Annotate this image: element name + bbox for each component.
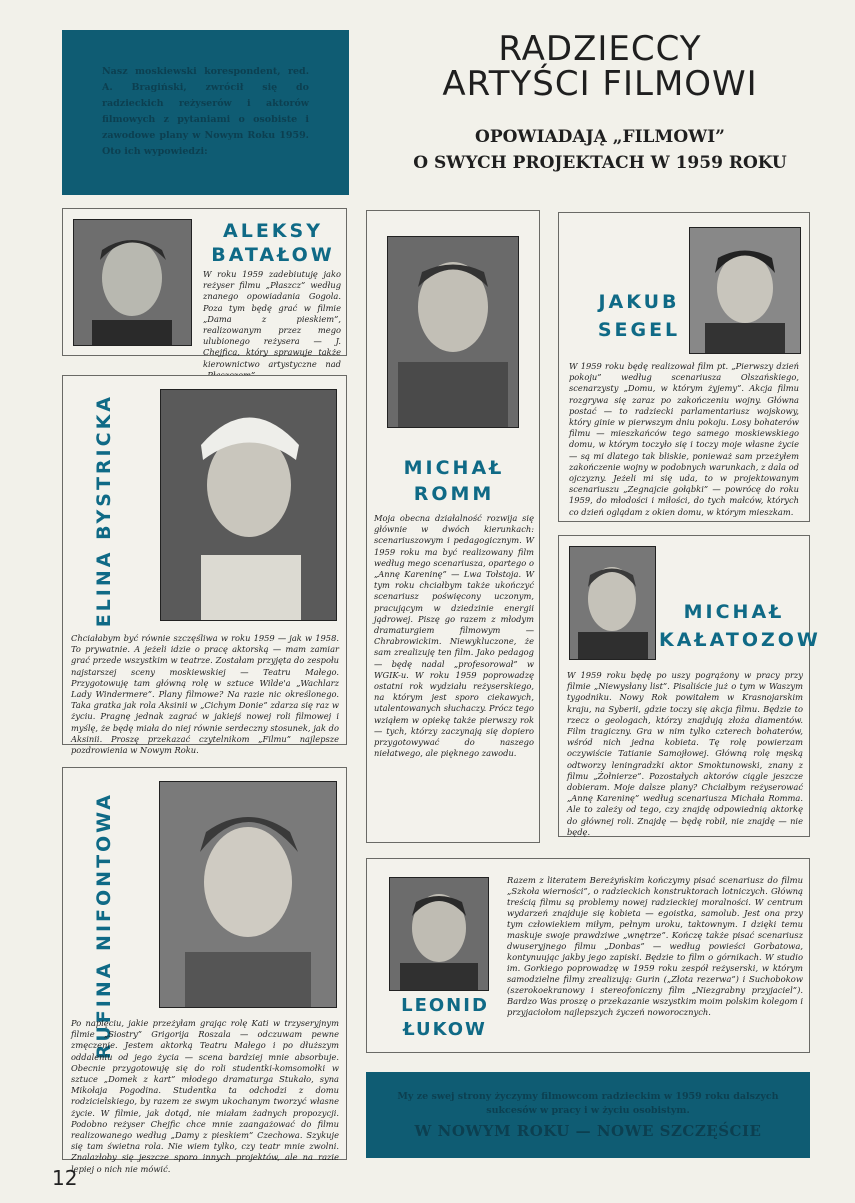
- name-line: LEONID: [401, 995, 489, 1016]
- card-bystricka: [62, 375, 347, 756]
- intro-text: Nasz moskiewski korespondent, red. A. Bragiński, zwrócił się do radzieckich reżyserów i aktorów filmowych z pytaniami o osobiste i zawodowe plany w Nowym Roku 1959. Oto ich wypowiedzi:: [102, 66, 309, 157]
- photo-bystricka: [160, 389, 337, 621]
- name-line: BATAŁOW: [211, 244, 335, 266]
- text-romm: Moja obecna działalność rozwija się głównie w dwóch kierunkach: scenariuszowym i pedagogicznym. W 1959 roku ma być realizowany film według mego scenariusza, opartego o „Annę Kareninę” — Lwa Tołstoja. W tym roku chciałbym także ukończyć scenariusz poświęcony uczonym, pracującym w dziedzinie energii jądrowej. Piszę go razem z młodym dramaturgiem filmowym — Chrabrowickim. Niewykluczone, że sam zrealizuję ten film. Jako pedagog — będę nadal „profesorował” w WGIK-u. W roku 1959 poprowadzę ostatni rok wydziału reżyserskiego, na którym jest sporo ciekawych, utalentowanych słuchaczy. Prócz tego wziąłem w opiekę także pierwszy rok — tych, którzy zaczynają się dopiero przygotowywać do naszego niełatwego, ale pięknego zawodu.: [374, 513, 534, 759]
- name-kalatozow: [659, 598, 821, 654]
- text-lukow: Razem z literatem Bereżyńskim kończymy pisać scenariusz do filmu „Szkoła wierności”, o radzieckich konstruktorach lotniczych. Główną treścią filmu są problemy nowej radzieckiej moralności. W centrum wydarzeń znajduje się kobieta — egoistka, samolub. Jest ona przy tym człowiekiem miłym, pełnym uroku, taktownym. I dzięki temu maskuje swoje prawdziwe „wnętrze”. Kończę także pisać scenariusz dwuseryjnego filmu „Donbas” — według powieści Gorbatowa, kontynuując jakby jego zapiski. Będzie to film o górnikach. W studio im. Gorkiego poprowadzę w 1959 roku zespół reżyserski, w którym samodzielne filmy zrealizują: Gurin („Złota rezerwa”) i Suchobokow (szerokoekranowy i stereofoniczny film „Niezgrabny przyjaciel”). Bardzo Was proszę o przekazanie wszystkim moim polskim kolegom i przyjaciołom najlepszych życzeń noworocznych.: [507, 875, 803, 1017]
- card-lukow: [366, 858, 810, 1053]
- portrait-icon: [390, 878, 488, 990]
- photo-kalatozow: [569, 546, 656, 660]
- card-kalatozow: [558, 535, 821, 837]
- footer-slogan: W NOWYM ROKU — NOWE SZCZĘŚCIE: [414, 1122, 762, 1140]
- name-nifontowa: RUFINA NIFONTOWA: [93, 792, 115, 1060]
- text-batalow: W roku 1959 zadebiutuję jako reżyser filmu „Płaszcz” według znanego opowiadania Gogola. Poza tym będę grać w filmie „Dama z pieskiem”, realizowanym przez mego ulubionego reżysera — J. Chejfica, który sprawuje także kierownictwo artystyczne nad: [203, 269, 341, 369]
- footer-banner: [366, 1072, 810, 1158]
- portrait-icon: [160, 782, 336, 1007]
- name-batalow: [203, 219, 343, 267]
- photo-nifontowa: [159, 781, 337, 1008]
- title-line-1: RADZIECCY: [498, 29, 702, 69]
- name-line: JAKUB: [598, 291, 680, 313]
- name-line: ŁUKOW: [403, 1019, 487, 1040]
- name-line: MICHAŁ: [403, 457, 505, 479]
- photo-lukow: [389, 877, 489, 991]
- card-nifontowa: [62, 767, 347, 1174]
- name-line: MICHAŁ: [683, 601, 785, 623]
- portrait-icon: [570, 547, 655, 659]
- footer-wishes: My ze swej strony życzymy filmowcom radzieckim w 1959 roku dalszych sukcesów w pracy i w życiu osobistym.: [397, 1091, 779, 1116]
- text-nifontowa: Po napięciu, jakie przeżyłam grając rolę Kati w trzyseryjnym filmie „Siostry” Grigorija Roszala — odczuwam pewne zmęczenie. Jestem aktorką Teatru Małego i po dłuższym oddaleniu od jego życia — scena bardziej mnie absorbuje. Obecnie przygotowuję się do roli studentki-komsomołki w sztuce „Domek z kart” młodego dramaturga Stukało, syna Mikołaja Pogodina. Studentka ta odchodzi z domu rodzicielskiego, by razem ze swym ukochanym tworzyć własne życie. W filmie, jak dotąd, nie miałam żadnych propozycji. Podobno reżyser Chejfic chce mnie zaangażować do filmu realizowanego według „Damy z pieskiem” Czechowa. Szykuje się tam świetna rola. Nie wiem tylko, czy teatr mnie zwolni. Znalazłoby się jeszcze sporo innych projektów, ale na razie lepiej o nich nie mówić.: [71, 1018, 339, 1174]
- name-segel: [589, 288, 689, 344]
- photo-romm: [387, 236, 519, 428]
- portrait-icon: [388, 237, 518, 427]
- subtitle-line-1: OPOWIADAJĄ „FILMOWI”: [475, 127, 725, 147]
- title-line-2: ARTYŚCI FILMOWI: [442, 64, 758, 104]
- name-line: ROMM: [413, 483, 495, 505]
- text-kalatozow: W 1959 roku będę po uszy pogrążony w pracy przy filmie „Niewysłany list”. Pisaliście już o tym w Waszym tygodniku. Nowy Rok powitałem w Krasnojarskim kraju, na Syberii, gdzie toczy się akcja filmu. Będzie to rzecz o geologach, którzy znajdują złoża diamentów. Film tragiczny. Gra w nim tylko czterech bohaterów, wśród nich jedna kobieta. Tę rolę powierzam oczywiście Tatianie Samojłowej. Główną rolę męską odtworzy leningradzki aktor Smoktunowski, znany z filmu „Żołnierze”. Pozostałych aktorów ciągle jeszcze dobieram. Moje dalsze plany? Chciałbym reżyserować „Annę Kareninę” według scenariusza Michała Romma. Ale to zależy od tego, czy znajdę odpowiednią aktorkę do głównej roli. Znajdę — będę robił, nie znajdę — nie będę.: [567, 670, 803, 837]
- photo-segel: [689, 227, 801, 354]
- card-batalow: [62, 208, 347, 369]
- portrait-icon: [690, 228, 800, 353]
- name-line: SEGEL: [597, 319, 681, 341]
- name-bystricka: ELINA BYSTRICKA: [93, 394, 115, 628]
- name-romm: [367, 455, 541, 507]
- subtitle-line-2: O SWYCH PROJEKTACH W 1959 ROKU: [413, 153, 787, 173]
- name-line: ALEKSY: [223, 220, 323, 242]
- portrait-icon: [74, 220, 191, 345]
- photo-batalow: [73, 219, 192, 346]
- page-title: [370, 29, 830, 104]
- subtitle: [380, 124, 820, 176]
- page-number: 12: [52, 1166, 78, 1190]
- card-segel: [558, 212, 810, 522]
- card-romm: [366, 210, 540, 843]
- name-lukow: [389, 994, 501, 1042]
- portrait-icon: [161, 390, 336, 620]
- text-segel: W 1959 roku będę realizował film pt. „Pierwszy dzień pokoju” według scenariusza Olszańskiego, scenarzysty „Domu, w którym żyjemy”. Akcja filmu rozgrywa się zaraz po zakończeniu wojny. Główna postać — to radziecki parlamentariusz wojskowy, który ginie w pierwszym dniu pokoju. Losy bohaterów filmu — mieszkańców tego samego moskiewskiego domu, w którym toczyło się i toczy moje własne życie — są mi dlatego tak bliskie, ponieważ sam przeżyłem zakończenie wojny w podobnych warunkach, z dala od ojczyzny. Jeżeli mi się uda, to w projektowanym scenariuszu „Zegnajcie gołąbki” — powrócę do roku 1959, do młodości i miłości, do tych małców, których co dzień oglądam z okien domu, w którym mieszkam.: [569, 361, 799, 517]
- name-line: KAŁATOZOW: [659, 629, 821, 651]
- text-bystricka: Chciałabym być równie szczęśliwa w roku 1959 — jak w 1958. To prywatnie. A jeżeli idzie o pracę aktorską — mam zamiar grać przede wszystkim w teatrze. Zostałam przyjęta do zespołu najstarszej sceny moskiewskiej — Teatru Małego. Przygotowuję tam główną rolę w sztuce Wilde'a „Wachlarz Lady Windermere”. Plany filmowe? Na razie nic określonego. Taka gratka jak rola Aksinii w „Cichym Donie” zdarza się raz w życiu. Pragnę jednak zagrać w jakiejś nowej roli filmowej i myślę, że będę miała do niej równie serdeczny stosunek, jak do Aksinii. Proszę przekazać czytelnikom „Filmu” najlepsze pozdrowienia w Nowym Roku.: [71, 633, 339, 756]
